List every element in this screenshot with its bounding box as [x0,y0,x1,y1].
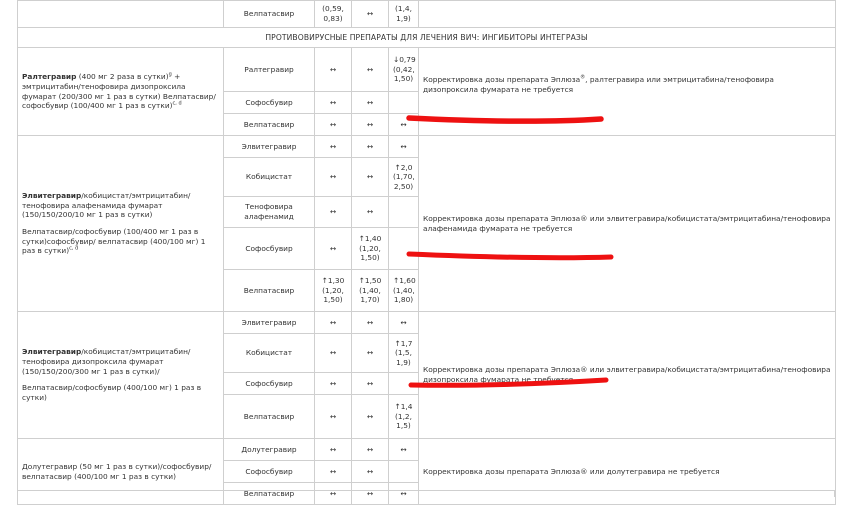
table-row [18,439,836,461]
value-cell: ↔ [352,395,389,439]
value-cell: ↑1,40 (1,20, 1,50) [352,228,389,270]
value-cell: ↑1,50 (1,40, 1,70) [352,270,389,312]
value-cell: ↔ [352,483,389,505]
value-cell: ↔ [315,312,352,334]
value-cell: ↑2,0 (1,70, 2,50) [389,158,419,197]
drug-cell-elvitegravir-taf: Элвитегравир/кобицистат/эмтрицитабин/ тенофовира алафенамида фумарат (150/150/200/10 мг 1 раз в сутки) Велпатасвир/софосбувир (100/400 мг 1 раз в сутки)софосбувир/ велпатасвир (400/100 мг) 1 раз в сутки)$^{c, d}$ [18,136,224,312]
comment-cell: Корректировка дозы препарата Эплюза® или элвитегравира/кобицистата/эмтрицитабина/тенофовира дизопроксила фумарата не требуется [419,312,836,439]
value-cell: ↔ [315,228,352,270]
value-cell: ↔ [352,136,389,158]
agent-cell: Ралтегравир [224,48,315,92]
value-cell: ↔ [315,395,352,439]
drug-cell-elvitegravir-tdf: Элвитегравир/кобицистат/эмтрицитабин/ тенофовира дизопроксила фумарат (150/150/200/300 мг 1 раз в сутки)/ Велпатасвир/софосбувир (400/100 мг) 1 раз в сутки) [18,312,224,439]
agent-cell: Велпатасвир [224,1,315,28]
value-cell: ↑1,7 (1,5, 1,9) [389,334,419,373]
value-cell: ↔ [352,92,389,114]
value-cell: ↔ [315,48,352,92]
next-row-edge [17,490,835,497]
value-cell: (1,4, 1,9) [389,1,419,28]
comment-cell: Корректировка дозы препарата Эплюза® или долутегравира не требуется [419,439,836,505]
comment-cell: Корректировка дозы препарата Эплюза® или элвитегравира/кобицистата/эмтрицитабина/тенофовира алафенамида фумарата не требуется [419,136,836,312]
value-cell: ↔ [389,136,419,158]
agent-cell: Кобицистат [224,334,315,373]
value-cell [389,228,419,270]
value-cell: ↔ [352,334,389,373]
value-cell: ↔ [352,312,389,334]
value-cell: ↔ [352,114,389,136]
agent-cell: Тенофовира алафенамид [224,197,315,228]
value-cell: ↔ [315,334,352,373]
agent-cell: Софосбувир [224,373,315,395]
value-cell: ↔ [389,114,419,136]
comment-cell: Корректировка дозы препарата Эплюза®, ралтегравира или эмтрицитабина/тенофовира дизопроксила фумарата не требуется [419,48,836,136]
value-cell: ↔ [352,1,389,28]
section-title: ПРОТИВОВИРУСНЫЕ ПРЕПАРАТЫ ДЛЯ ЛЕЧЕНИЯ ВИЧ: ИНГИБИТОРЫ ИНТЕГРАЗЫ [18,28,836,48]
value-cell: ↑1,30 (1,20, 1,50) [315,270,352,312]
value-cell: ↔ [389,312,419,334]
agent-cell: Велпатасвир [224,270,315,312]
value-cell: ↑1,60 (1,40, 1,80) [389,270,419,312]
value-cell: ↔ [315,439,352,461]
value-cell [389,197,419,228]
value-cell: ↔ [352,439,389,461]
value-cell: ↔ [352,197,389,228]
value-cell [389,461,419,483]
value-cell: ↔ [315,373,352,395]
value-cell: ↔ [315,483,352,505]
value-cell: ↔ [315,136,352,158]
table-row [18,136,836,158]
value-cell [389,373,419,395]
agent-cell: Софосбувир [224,461,315,483]
agent-cell: Софосбувир [224,92,315,114]
value-cell: ↔ [315,114,352,136]
value-cell: ↔ [352,461,389,483]
table-row [18,48,836,92]
value-cell: ↔ [389,483,419,505]
agent-cell: Велпатасвир [224,483,315,505]
value-cell: ↔ [389,439,419,461]
value-cell: ↔ [315,461,352,483]
drug-interaction-table [17,0,836,505]
value-cell: (0,59, 0,83) [315,1,352,28]
value-cell: ↔ [352,373,389,395]
value-cell: ↔ [352,158,389,197]
agent-cell: Велпатасвир [224,395,315,439]
value-cell: ↓0,79 (0,42, 1,50) [389,48,419,92]
agent-cell: Элвитегравир [224,312,315,334]
agent-cell: Софосбувир [224,228,315,270]
value-cell [389,92,419,114]
value-cell: ↔ [315,158,352,197]
agent-cell: Кобицистат [224,158,315,197]
table-row [18,312,836,334]
section-header-row [18,28,836,48]
drug-cell-dolutegravir: Долутегравир (50 мг 1 раз в сутки)/софосбувир/ велпатасвир (400/100 мг 1 раз в сутки) [18,439,224,505]
table-row [18,1,836,28]
agent-cell: Долутегравир [224,439,315,461]
drug-cell-raltegravir: Ралтегравир (400 мг 2 раза в сутки)$^g$ + эмтрицитабин/тенофовира дизопроксила фумарат (200/300 мг 1 раз в сутки) Велпатасвир/софосбувир (100/400 мг 1 раз в сутки)$^{c, d}$ [18,48,224,136]
value-cell: ↔ [352,48,389,92]
agent-cell: Велпатасвир [224,114,315,136]
value-cell: ↔ [315,197,352,228]
value-cell: ↑1,4 (1,2, 1,5) [389,395,419,439]
value-cell: ↔ [315,92,352,114]
agent-cell: Элвитегравир [224,136,315,158]
